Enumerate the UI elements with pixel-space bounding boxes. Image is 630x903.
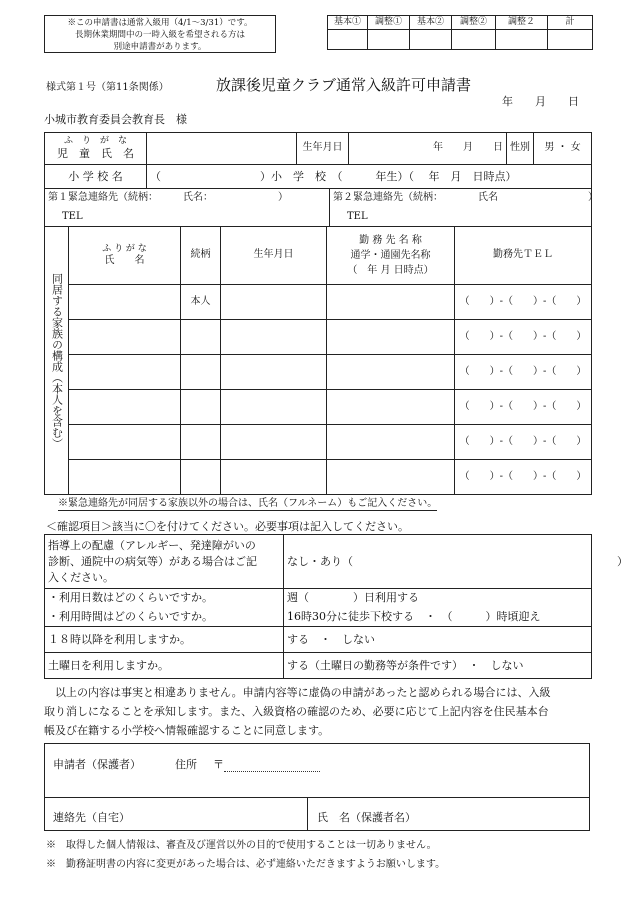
office-cell[interactable] — [496, 30, 548, 50]
family-birth-input[interactable] — [221, 390, 327, 425]
family-tel-input[interactable]: （ ）-（ ）-（ ） — [455, 390, 592, 425]
emergency-contact-table — [44, 188, 598, 227]
emergency-contact-1-tel: TEL — [62, 210, 83, 222]
gender-label: 性別 — [507, 133, 534, 165]
confirm-q2: ・利用日数はどのくらいですか。 — [45, 589, 284, 608]
confirm-a4[interactable]: する ・ しない — [284, 627, 592, 653]
address-field[interactable] — [213, 756, 320, 772]
family-tel-input[interactable]: （ ）-（ ）-（ ） — [455, 460, 592, 495]
address-dotted-line — [224, 760, 320, 772]
table-row — [45, 355, 592, 390]
agreement-line-2: 取り消しになることを承知します。また、入級資格の確認のため、必要に応じて上記内容を住民基本台 — [44, 705, 549, 718]
family-birth-input[interactable] — [221, 320, 327, 355]
family-header-tel: 勤務先ＴＥＬ — [455, 227, 592, 285]
notice-line-1: ※この申請書は通常入級用（4/1～3/31）です。 — [67, 18, 253, 28]
confirm-a3[interactable]: 16時30分に徒歩下校する ・ （ ）時頃迎え — [284, 608, 592, 627]
divider — [45, 797, 589, 798]
agreement-text — [44, 683, 594, 740]
postal-mark: 〒 — [213, 758, 224, 771]
office-header-chosei2: 調整② — [452, 16, 496, 30]
office-header-total: 計 — [548, 16, 593, 30]
family-name-input[interactable] — [69, 285, 181, 320]
agreement-line-3: 帳及び在籍する小学校へ情報確認することに同意します。 — [44, 724, 330, 737]
confirm-table — [44, 534, 628, 679]
family-relation-input[interactable] — [181, 425, 221, 460]
family-header-relation: 続柄 — [181, 227, 221, 285]
guardian-name-label: 氏 名（保護者名） — [317, 811, 416, 824]
family-name-input[interactable] — [69, 355, 181, 390]
office-cell[interactable] — [452, 30, 496, 50]
confirm-a1[interactable]: なし・あり（ ） — [284, 535, 592, 589]
school-input[interactable]: （ ）小 学 校 （ 年生）（ 年 月 日時点） — [147, 165, 592, 189]
birthdate-label: 生年月日 — [297, 133, 349, 165]
family-relation-self: 本人 — [181, 285, 221, 320]
family-table — [44, 226, 592, 495]
office-cell[interactable] — [328, 30, 368, 50]
family-header-birth: 生年月日 — [221, 227, 327, 285]
emergency-contact-2-label: 第２緊急連絡先（続柄： 氏名 ） — [333, 192, 598, 203]
addressee: 小城市教育委員会教育長 様 — [44, 113, 187, 126]
birthdate-input[interactable]: 年 月 日 — [349, 133, 507, 165]
office-header-kihon2: 基本② — [410, 16, 452, 30]
table-row — [45, 460, 592, 495]
footer-note-1: ※ 取得した個人情報は、審査及び運営以外の目的で使用することは一切ありません。 — [46, 840, 437, 851]
family-work-input[interactable] — [327, 460, 455, 495]
page-title: 放課後児童クラブ通常入級許可申請書 — [216, 76, 472, 94]
family-work-input[interactable] — [327, 390, 455, 425]
family-name-input[interactable] — [69, 320, 181, 355]
address-label: 住所 — [175, 758, 197, 771]
notice-line-2: 長期休業期間中の一時入級を希望される方は — [74, 30, 245, 40]
family-header-name — [69, 227, 181, 285]
office-header-chosei3: 調整２ — [496, 16, 548, 30]
family-name-input[interactable] — [69, 460, 181, 495]
confirm-q4: １８時以降を利用しますか。 — [45, 627, 284, 653]
family-work-input[interactable] — [327, 425, 455, 460]
notice-box — [44, 15, 276, 53]
family-header-furigana: ふ り が な — [102, 243, 147, 254]
furigana-label: ふ り が な — [63, 136, 127, 146]
gender-options[interactable]: 男 ・ 女 — [534, 133, 592, 165]
family-birth-input[interactable] — [221, 285, 327, 320]
family-relation-input[interactable] — [181, 320, 221, 355]
family-side-label-cell — [45, 227, 69, 495]
application-date: 年 月 日 — [502, 95, 579, 108]
family-header-work-3: （ 年 月 日時点） — [347, 265, 434, 276]
office-cell[interactable] — [368, 30, 410, 50]
child-name-label: 児 童 氏 名 — [57, 147, 134, 161]
family-name-input[interactable] — [69, 390, 181, 425]
table-row — [45, 285, 592, 320]
footer-note-2: ※ 勤務証明書の内容に変更があった場合は、必ず連絡いただきますようお願いします。 — [46, 859, 446, 870]
confirm-q1-line3: 入ください。 — [48, 570, 114, 584]
family-birth-input[interactable] — [221, 425, 327, 460]
family-tel-input[interactable]: （ ）-（ ）-（ ） — [455, 320, 592, 355]
family-tel-input[interactable]: （ ）-（ ）-（ ） — [455, 285, 592, 320]
confirm-heading: ＜確認項目＞該当に〇を付けてください。必要事項は記入してください。 — [46, 520, 409, 533]
family-birth-input[interactable] — [221, 460, 327, 495]
family-footnote: ※緊急連絡先が同居する家族以外の場合は、氏名（フルネーム）もご記入ください。 — [58, 494, 437, 511]
table-row — [45, 425, 592, 460]
family-relation-input[interactable] — [181, 460, 221, 495]
family-work-input[interactable] — [327, 320, 455, 355]
confirm-a5[interactable]: する（土曜日の勤務等が条件です） ・ しない — [284, 653, 592, 679]
confirm-q1-line1: 指導上の配慮（アレルギー、発達障がいの — [48, 538, 256, 552]
emergency-contact-1-label: 第１緊急連絡先（続柄： 氏名： ） — [48, 192, 288, 203]
family-header-work-2: 通学・通園先名称 — [350, 250, 431, 261]
table-row — [45, 320, 592, 355]
family-relation-input[interactable] — [181, 355, 221, 390]
family-work-input[interactable] — [327, 285, 455, 320]
form-number: 様式第１号（第11条関係） — [46, 82, 169, 93]
child-name-label-cell — [45, 133, 147, 165]
family-header-name-label: 氏 名 — [104, 254, 145, 266]
child-info-table — [44, 132, 592, 189]
family-tel-input[interactable]: （ ）-（ ）-（ ） — [455, 355, 592, 390]
emergency-contact-2-tel: TEL — [347, 210, 368, 222]
applicant-box — [44, 743, 590, 831]
applicant-label: 申請者（保護者） — [53, 758, 141, 771]
school-label: 小 学 校 名 — [45, 165, 147, 189]
family-tel-input[interactable]: （ ）-（ ）-（ ） — [455, 425, 592, 460]
family-side-label: 同居する家族の構成（本人を含む） — [50, 272, 64, 449]
notice-line-3: 別途申請書があります。 — [113, 42, 207, 52]
office-header-chosei1: 調整① — [368, 16, 410, 30]
family-name-input[interactable] — [69, 425, 181, 460]
family-header-work-1: 勤 務 先 名 称 — [359, 235, 422, 246]
family-relation-input[interactable] — [181, 390, 221, 425]
confirm-q1 — [45, 535, 284, 589]
divider — [307, 797, 308, 830]
family-header-work — [327, 227, 455, 285]
contact-label: 連絡先（自宅） — [53, 811, 130, 824]
emergency-contact-2[interactable] — [330, 189, 598, 227]
confirm-q1-line2: 診断、通院中の病気等）がある場合はご記 — [48, 554, 257, 568]
confirm-a2[interactable]: 週（ ）日利用する — [284, 589, 592, 608]
emergency-contact-1[interactable] — [45, 189, 330, 227]
agreement-line-1: 以上の内容は事実と相違ありません。申請内容等に虚偽の申請があったと認められる場合には、入級 — [55, 686, 551, 699]
table-row — [45, 390, 592, 425]
child-name-input[interactable] — [147, 133, 297, 165]
office-use-table — [327, 15, 593, 50]
office-header-kihon1: 基本① — [328, 16, 368, 30]
confirm-q5: 土曜日を利用しますか。 — [45, 653, 284, 679]
office-cell[interactable] — [548, 30, 593, 50]
confirm-q3: ・利用時間はどのくらいですか。 — [45, 608, 284, 627]
family-birth-input[interactable] — [221, 355, 327, 390]
family-work-input[interactable] — [327, 355, 455, 390]
office-cell[interactable] — [410, 30, 452, 50]
